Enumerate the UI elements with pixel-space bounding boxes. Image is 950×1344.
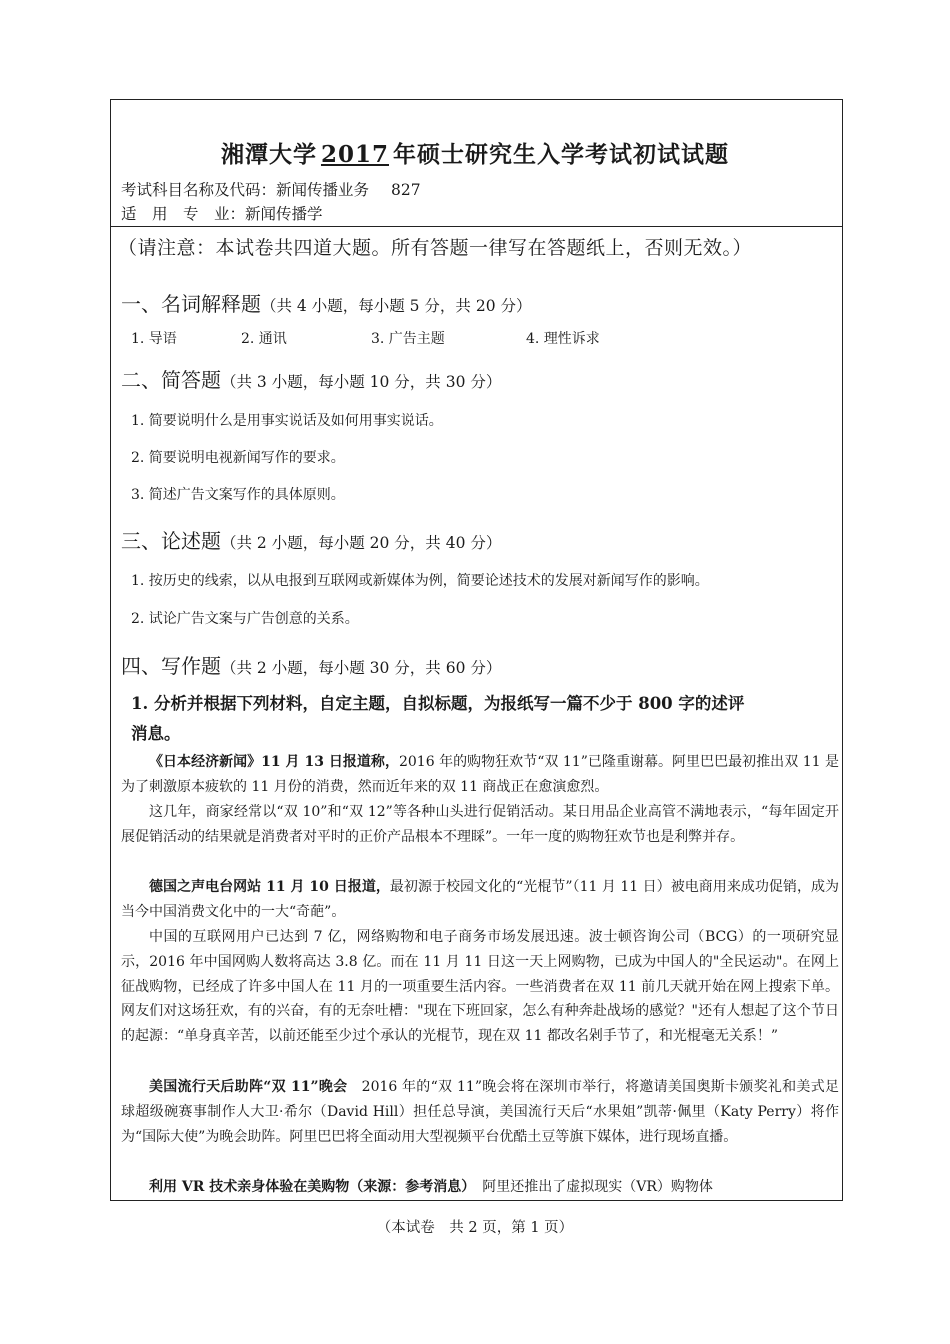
major-line: 适 用 专 业：新闻传播学	[121, 205, 323, 223]
section-2-heading: 二、简答题（共 3 小题，每小题 10 分，共 30 分）	[121, 368, 502, 392]
material-paragraph-4: 中国的互联网用户已达到 7 亿，网络购物和电子商务市场发展迅速。波士顿咨询公司（BCG）的一项研究显示，2016 年中国网购人数将高达 3.8 亿。而在 11 月 11 日这一天上网购物，已成为中国人的"全民运动"。在网上征战购物，已经成了许多中国人在 11 月的一项重要生活内容。一些消费者在双 11 前几天就开始在网上搜索下单。网友们对这场狂欢，有的兴奋，有的无奈吐槽："现在下班回家，怎么有种奔赴战场的感觉？"还有人想起了这个节日的起源：“单身真辛苦，以前还能至少过个承认的光棍节，现在双 11 都改名剁手节了，和光棍毫无关系！”	[121, 929, 839, 1045]
header-divider	[110, 226, 843, 227]
subject-line	[121, 178, 421, 200]
section-2-question-3: 3. 简述广告文案写作的具体原则。	[131, 487, 345, 503]
term-2: 2. 通讯	[241, 331, 287, 347]
material-paragraph-3: 德国之声电台网站 11 月 10 日报道，最初源于校园文化的“光棍节”（11 月 11 日）被电商用来成功促销，成为当今中国消费文化中的一大“奇葩”。	[121, 879, 839, 920]
page-footer: （本试卷 共 2 页，第 1 页）	[376, 1220, 574, 1236]
material-paragraph-2: 这几年，商家经常以“双 10”和“双 12”等各种山头进行促销活动。某日用品企业高管不满地表示，“每年固定开展促销活动的结果就是消费者对平时的正价产品根本不理睬”。一年一度的购物狂欢节也是利弊并存。	[121, 804, 839, 845]
page-title: 湘潭大学 2017 年硕士研究生入学考试初试试题	[220, 141, 729, 168]
term-4: 4. 理性诉求	[526, 331, 600, 347]
section-4-heading: 四、写作题（共 2 小题，每小题 30 分，共 60 分）	[121, 654, 502, 678]
section-4-question-1-line-2: 消息。	[131, 724, 181, 743]
section-3-question-1: 1. 按历史的线索，以从电报到互联网或新媒体为例，简要论述技术的发展对新闻写作的影响。	[131, 573, 709, 589]
exam-notice: （请注意：本试卷共四道大题。所有答题一律写在答题纸上，否则无效。）	[118, 237, 753, 259]
title-year: 2017	[320, 141, 389, 168]
subject-code: 827	[391, 181, 421, 199]
material-paragraph-1: 《日本经济新闻》11 月 13 日报道称，2016 年的购物狂欢节“双 11”已隆重谢幕。阿里巴巴最初推出双 11 是为了刺激原本疲软的 11 月份的消费，然而近年来的双 11 商战正在愈演愈烈。	[121, 754, 839, 795]
section-1-terms	[131, 328, 600, 348]
subject-label: 考试科目名称及代码：新闻传播业务	[121, 181, 370, 199]
section-2-question-1: 1. 简要说明什么是用事实说话及如何用事实说话。	[131, 413, 443, 429]
section-3-question-2: 2. 试论广告文案与广告创意的关系。	[131, 611, 359, 627]
section-4-question-1-line-1: 1. 分析并根据下列材料，自定主题，自拟标题，为报纸写一篇不少于 800 字的述评	[131, 694, 745, 713]
term-1: 1. 导语	[131, 331, 177, 347]
section-2-question-2: 2. 简要说明电视新闻写作的要求。	[131, 450, 345, 466]
section-3-heading: 三、论述题（共 2 小题，每小题 20 分，共 40 分）	[121, 529, 502, 553]
material-paragraph-5: 美国流行天后助阵“双 11”晚会 2016 年的“双 11”晚会将在深圳市举行，将邀请美国奥斯卡颁奖礼和美式足球超级碗赛事制作人大卫·希尔（David Hill）担任总导演，美国流行天后“水果姐”凯蒂·佩里（Katy Perry）将作为“国际大使”为晚会助阵。阿里巴巴将全面动用大型视频平台优酷土豆等旗下媒体，进行现场直播。	[121, 1079, 839, 1145]
term-3: 3. 广告主题	[371, 331, 445, 347]
material-paragraph-6: 利用 VR 技术亲身体验在美购物（来源：参考消息） 阿里还推出了虚拟现实（VR）购物体	[149, 1179, 713, 1195]
section-1-heading: 一、名词解释题（共 4 小题，每小题 5 分，共 20 分）	[121, 292, 532, 316]
